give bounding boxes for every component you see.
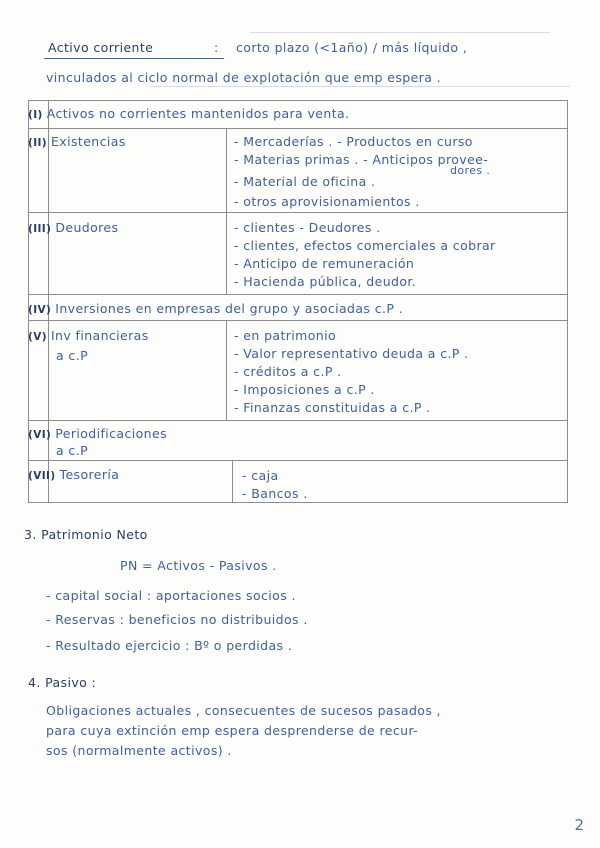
row-number: (IV) (28, 304, 52, 316)
list-item: - clientes, efectos comerciales a cobrar (234, 238, 496, 253)
list-item: - Anticipo de remuneración (234, 256, 415, 271)
scan-artifact (150, 86, 570, 87)
section-heading-patrimonio-neto: 3. Patrimonio Neto (24, 527, 148, 542)
row-label: Deudores (55, 220, 119, 235)
list-item: - Valor representativo deuda a c.P . (234, 346, 469, 361)
table-row (28, 134, 126, 149)
table-border-top (28, 100, 568, 101)
list-item: - créditos a c.P . (234, 364, 342, 379)
list-item: - Imposiciones a c.P . (234, 382, 375, 397)
row-number: (II) (28, 137, 48, 149)
list-item: - caja (242, 468, 279, 483)
definition-line-2: vinculados al ciclo normal de explotación que emp espera . (46, 70, 442, 85)
row-number: (I) (28, 109, 43, 121)
list-item: - clientes - Deudores . (234, 220, 381, 235)
term-activo-corriente: Activo corriente (48, 40, 154, 55)
paragraph-line: sos (normalmente activos) . (46, 743, 232, 758)
row-label: Inversiones en empresas del grupo y asociadas c.P . (55, 301, 404, 316)
list-item: - otros aprovisionamientos . (234, 194, 420, 209)
row-divider (28, 212, 568, 213)
row-label: Existencias (51, 134, 126, 149)
term-underline (44, 58, 224, 59)
list-item: - Bancos . (242, 486, 308, 501)
list-item-continuation: dores . (450, 164, 491, 177)
list-item: - Materias primas . - Anticipos provee- (234, 152, 489, 167)
column-divider (226, 128, 227, 294)
list-item: - en patrimonio (234, 328, 337, 343)
table-row (28, 220, 118, 235)
row-label: Periodificaciones (55, 426, 168, 441)
list-item: - Resultado ejercicio : Bº o perdidas . (46, 638, 293, 653)
table-row (28, 301, 403, 316)
row-label: Tesorería (59, 467, 120, 482)
paragraph-line: Obligaciones actuales , consecuentes de sucesos pasados , (46, 703, 441, 718)
row-divider (28, 128, 568, 129)
list-item: - Finanzas constituidas a c.P . (234, 400, 431, 415)
row-label-continuation: a c.P (56, 348, 89, 363)
pn-formula: PN = Activos - Pasivos . (120, 558, 277, 573)
column-divider (232, 460, 233, 502)
row-number: (VII) (28, 470, 56, 482)
paragraph-line: para cuya extinción emp espera desprenderse de recur- (46, 723, 419, 738)
table-row (28, 328, 149, 343)
table-border-right (567, 100, 568, 503)
definition-line-1: corto plazo (<1año) / más líquido , (236, 40, 468, 55)
row-number: (VI) (28, 429, 52, 441)
list-item: - Hacienda pública, deudor. (234, 274, 417, 289)
row-divider (28, 294, 568, 295)
table-row (28, 467, 119, 482)
page-number: 2 (574, 816, 584, 834)
row-divider (28, 320, 568, 321)
table-border-bottom (28, 502, 568, 503)
row-divider (28, 460, 568, 461)
row-label: Inv financieras (50, 328, 149, 343)
row-number: (V) (28, 331, 47, 343)
activo-corriente-table (28, 100, 568, 503)
row-number: (III) (28, 223, 52, 235)
section-heading-pasivo: 4. Pasivo : (28, 675, 97, 690)
list-item: - capital social : aportaciones socios . (46, 588, 296, 603)
list-item: - Reservas : beneficios no distribuidos . (46, 612, 308, 627)
list-item: - Material de oficina . (234, 174, 376, 189)
row-divider (28, 420, 568, 421)
row-label-continuation: a c.P (56, 443, 89, 458)
table-row (28, 106, 349, 121)
row-label: Activos no corrientes mantenidos para venta. (46, 106, 350, 121)
scan-artifact (250, 32, 550, 33)
definition-colon: : (214, 40, 219, 55)
table-row (28, 426, 167, 441)
column-divider (226, 320, 227, 420)
list-item: - Mercaderías . - Productos en curso (234, 134, 473, 149)
